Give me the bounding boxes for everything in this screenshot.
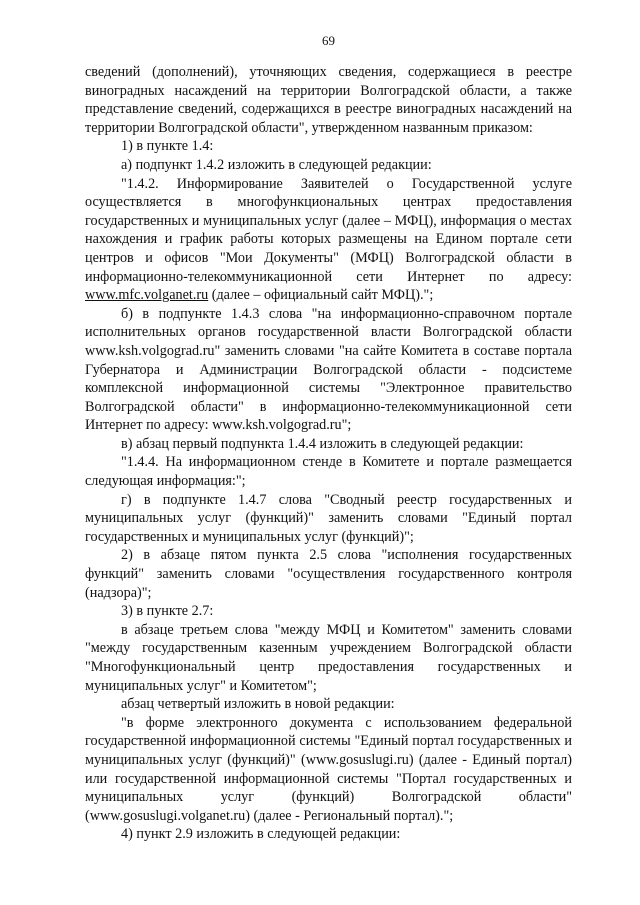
paragraph-2: 1) в пункте 1.4: [121, 138, 214, 155]
paragraph-13: "в форме электронного документа с использованием федеральной государственной информационной системы "Единый портал государственных и муниципальных услуг (функций)" (www.gosuslugi.ru) (далее - Единый портал) или государственной информационной системы "Портал государственных и муниципальных услуг (функций) Волгоградской области" (www.gosuslugi.volganet.ru) (далее - Региональный портал)."; [85, 714, 572, 824]
page-number: 69 [322, 33, 335, 48]
paragraph-4-text: "1.4.2. Информирование Заявителей о Государственной услуге осуществляется в многофункциональных центрах предоставления государственных и муниципальных услуг (далее – МФЦ), информация о местах нахождения и график работы которых размещены на Едином портале сети центров и офисов "Мои Документы" (МФЦ) Волгоградской области в информационно-телекоммуникационной сети Интернет по адресу: [85, 175, 572, 285]
paragraph-6: в) абзац первый подпункта 1.4.4 изложить в следующей редакции: [121, 435, 524, 452]
paragraph-4 [85, 175, 572, 305]
paragraph-1: сведений (дополнений), уточняющих сведения, содержащиеся в реестре виноградных насаждений на территории Волгоградской области, а также представление сведений, содержащихся в реестре виноградных насаждений на территории Волгоградской области", утвержденном названным приказом: [85, 64, 572, 136]
paragraph-12: абзац четвертый изложить в новой редакции: [121, 696, 395, 713]
paragraph-9: 2) в абзаце пятом пункта 2.5 слова "исполнения государственных функций" заменить словами "осуществления государственного контроля (надзора)"; [85, 547, 572, 601]
document-body [85, 63, 572, 844]
paragraph-7: "1.4.4. На информационном стенде в Комитете и портале размещается следующая информация:"; [85, 454, 572, 490]
mfc-website-link[interactable]: www.mfc.volganet.ru [85, 287, 209, 304]
paragraph-10: 3) в пункте 2.7: [121, 603, 214, 620]
paragraph-3: а) подпункт 1.4.2 изложить в следующей редакции: [121, 156, 432, 173]
paragraph-8: г) в подпункте 1.4.7 слова "Сводный реестр государственных и муниципальных услуг (функций)" заменить словами "Единый портал государственных и муниципальных услуг (функций)"; [85, 491, 572, 545]
paragraph-11: в абзаце третьем слова "между МФЦ и Комитетом" заменить словами "между государственным казенным учреждением Волгоградской области "Многофункциональный центр предоставления государственных и муниципальных услуг" и Комитетом"; [85, 621, 572, 694]
paragraph-14: 4) пункт 2.9 изложить в следующей редакции: [121, 826, 401, 843]
paragraph-4-text-after: (далее – официальный сайт МФЦ)."; [208, 287, 434, 304]
paragraph-5: б) в подпункте 1.4.3 слова "на информационно-справочном портале исполнительных органов государственной власти Волгоградской области www.ksh.volgograd.ru" заменить словами "на сайте Комитета в составе портала Губернатора и Администрации Волгоградской области - подсистеме комплексной информационной системы "Электронное правительство Волгоградской области" в информационно-телекоммуникационной сети Интернет по адресу: www.ksh.volgograd.ru"; [85, 305, 572, 434]
